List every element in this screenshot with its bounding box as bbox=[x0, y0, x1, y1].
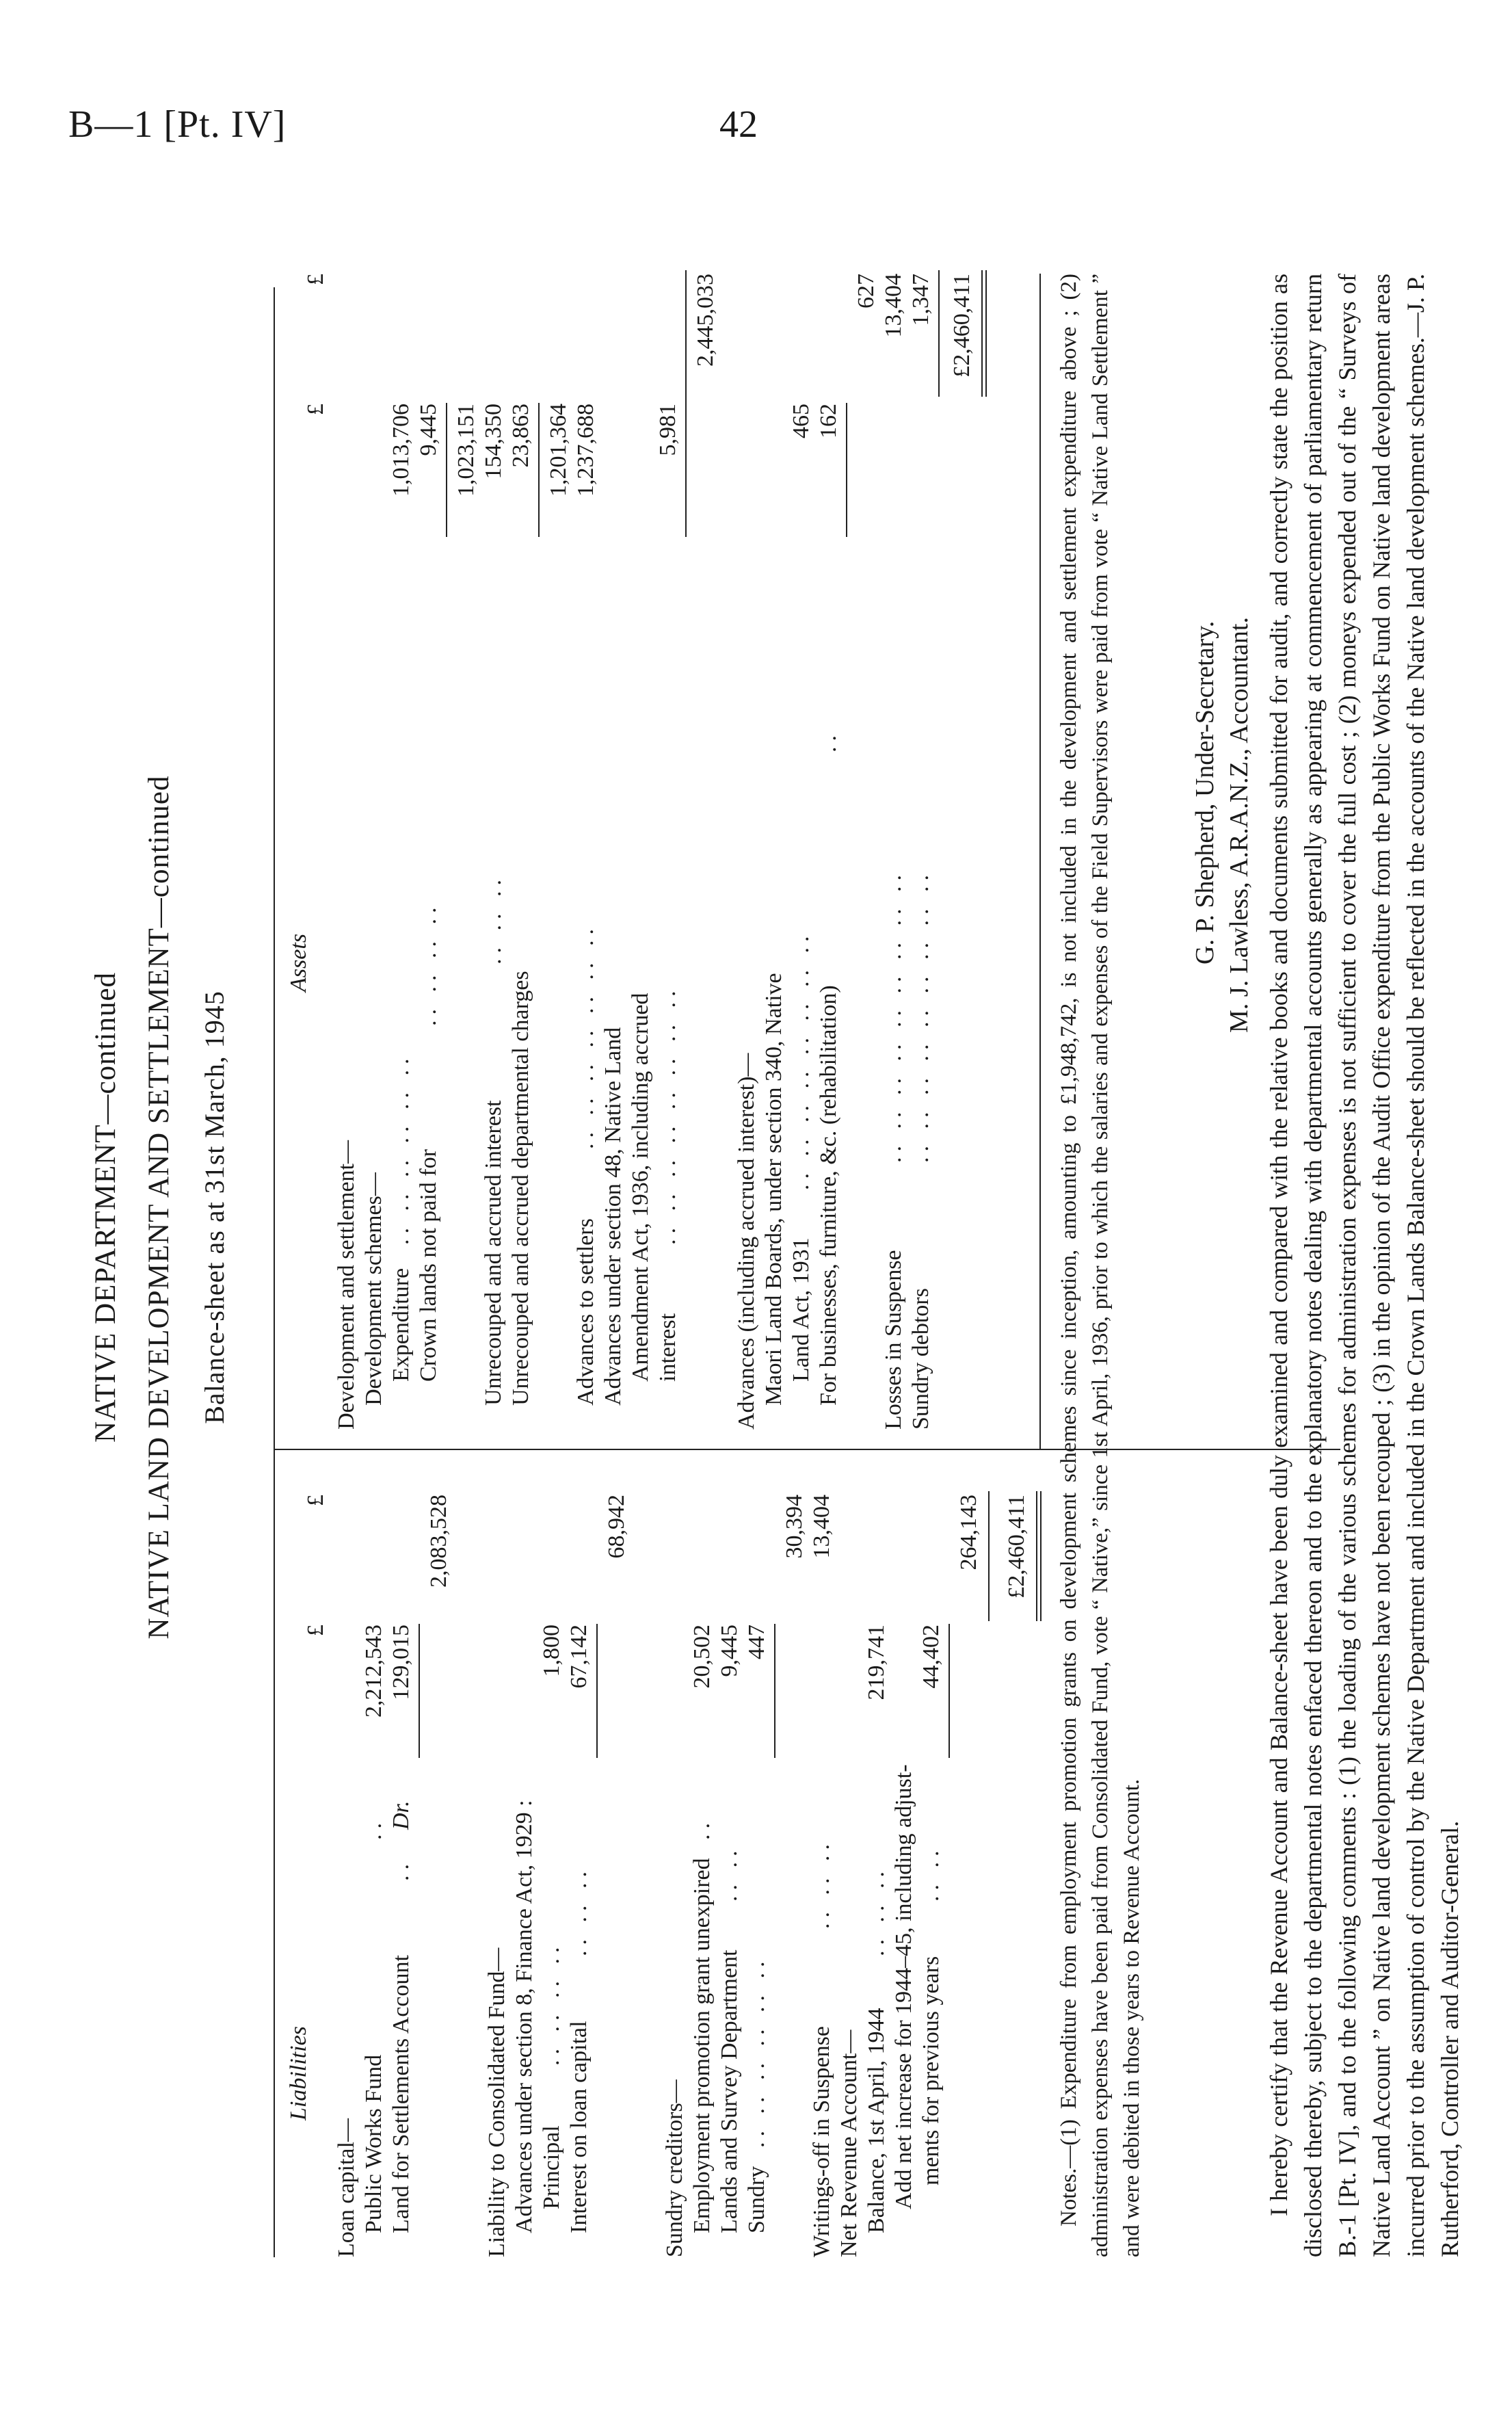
land-settlements-amount: 129,015 bbox=[388, 1625, 414, 1700]
signature-under-secretary: G. P. Shepherd, Under-Secretary. bbox=[1191, 620, 1219, 964]
losses-label: Losses in Suspense bbox=[881, 1250, 906, 1430]
interest-loan-amount: 67,142 bbox=[566, 1625, 592, 1689]
public-works-label: Public Works Fund bbox=[361, 2054, 386, 2233]
signature-accountant: M. J. Lawless, A.R.A.N.Z., Accountant. bbox=[1225, 617, 1254, 1033]
add-net-label-2: ments for previous years bbox=[918, 1956, 944, 2185]
principal-amount: 1,800 bbox=[539, 1625, 564, 1677]
assets-subtotal-2: 1,201,364 bbox=[546, 404, 571, 497]
dev-settlement-total: 2,445,033 bbox=[693, 274, 718, 367]
consolidated-total: 68,942 bbox=[604, 1495, 629, 1559]
liabilities-grand-total: £2,460,411 bbox=[1004, 1495, 1029, 1599]
sundry-label: Sundry bbox=[744, 2166, 769, 2233]
dev-schemes-label: Development schemes— bbox=[361, 1172, 386, 1406]
adv48-label-2: Amendment Act, 1936, including accrued bbox=[628, 993, 653, 1382]
writings-off-label: Writings-off in Suspense bbox=[809, 2026, 834, 2257]
writings-off-amount: 13,404 bbox=[809, 1495, 834, 1559]
sundry-creditors-total: 30,394 bbox=[782, 1495, 807, 1559]
section-title: NATIVE LAND DEVELOPMENT AND SETTLEMENT—continued bbox=[143, 775, 175, 1640]
leader-dots: .. .. bbox=[918, 1845, 944, 1902]
advances-incl-label: Advances (including accrued interest)— bbox=[734, 1053, 759, 1430]
net-revenue-label: Net Revenue Account— bbox=[836, 2029, 862, 2257]
subtotal-rule bbox=[419, 1624, 420, 1758]
subtotal-rule bbox=[774, 1624, 775, 1758]
advances-settlers-amount: 1,237,688 bbox=[573, 404, 598, 497]
subtotal-rule bbox=[846, 403, 847, 537]
balance-label: Balance, 1st April, 1944 bbox=[864, 2008, 889, 2233]
total-rule-bottom-2 bbox=[1040, 1491, 1042, 1621]
subtotal-rule bbox=[446, 403, 447, 537]
total-rule-bottom-1 bbox=[981, 270, 983, 397]
leader-dots: .. .. .. .. bbox=[539, 1941, 564, 2066]
leader-dots: .. .. .. bbox=[566, 1866, 592, 1956]
leader-dots: .. .. .. .. .. .. .. bbox=[573, 923, 598, 1149]
leader-dots: .. .. .. .. .. .. .. .. bbox=[788, 930, 814, 1190]
leader-dots: .. .. bbox=[717, 1845, 742, 1902]
audit-certificate: I hereby certify that the Revenue Account and Balance-sheet have been duly examined and compared with the relative books and documents submitted for audit, and correctly state the position as disclosed thereby, subject to the departmental notes enfaced thereon and to the explanatory notes dealing with departmental accounts generally as appearing at commencement of parliamentary return B.-1 [Pt. IV], and to the following comments : (1) the loading of the various schemes for administration expenses is not sufficient to cover the full cost ; (2) moneys expended out of the “ Surveys of Native Land Account ” on Native land development schemes have not been recouped ; (3) in the opinion of the Audit Office expenditure from the Public Works Fund on Native land development areas incurred prior to the assumption of control by the Native Department and included in the Crown Lands Balance-sheet should be reflected in the accounts of the Native land development schemes.—J. P. Rutherford, Controller and Auditor-General. bbox=[1265, 274, 1463, 2257]
maori-label-1: Maori Land Boards, under section 340, Native bbox=[761, 973, 786, 1406]
notes-paragraph: Notes.—(1) Expenditure from employment promotion grants on development schemes since inception, amounting to £1,948,742, is not included in the development and settlement expenditure above ; (2) administration expenses have been paid from Consolidated Fund, vote “ Native,” since 1st April, 1936, prior to which the salaries and expenses of the Field Supervisors were paid from vote “ Native Land Settlement ” and were debited in those years to Revenue Account. bbox=[1057, 274, 1144, 2257]
rotated-page-content bbox=[68, 130, 1463, 2285]
table-bottom-rule bbox=[1039, 274, 1041, 1450]
report-reference: B—1 [Pt. IV] bbox=[68, 103, 287, 146]
leader-dots: .. .. .. .. .. .. .. .. .. bbox=[881, 869, 906, 1163]
net-revenue-total: 264,143 bbox=[956, 1495, 981, 1571]
total-rule-top bbox=[988, 1491, 990, 1621]
debtors-amount: 1,347 bbox=[908, 274, 933, 326]
leader-dots: .. .. .. bbox=[864, 1866, 889, 1956]
employment-amount: 20,502 bbox=[689, 1625, 715, 1689]
lands-survey-label: Lands and Survey Department bbox=[717, 1949, 742, 2233]
public-works-amount: 2,212,543 bbox=[361, 1625, 386, 1718]
expenditure-amount: 1,013,706 bbox=[388, 404, 414, 497]
loan-capital-label: Loan capital— bbox=[334, 2118, 359, 2257]
leader-dots: .. bbox=[816, 730, 841, 752]
advances-total: 627 bbox=[853, 274, 879, 308]
subtotal-rule bbox=[685, 270, 687, 537]
consolidated-fund-label: Liability to Consolidated Fund— bbox=[484, 1947, 509, 2257]
adv48-label-1: Advances under section 48, Native Land bbox=[600, 1027, 626, 1406]
liabilities-heading: Liabilities bbox=[286, 2026, 311, 2120]
debit-marker: Dr. bbox=[388, 1800, 414, 1830]
table-top-rule bbox=[274, 287, 275, 2257]
crown-lands-amount: 9,445 bbox=[416, 404, 441, 456]
leader-dots: .. .. .. .. .. .. bbox=[388, 1053, 414, 1245]
add-net-amount: 44,402 bbox=[918, 1625, 944, 1689]
assets-currency-2: £ bbox=[303, 274, 328, 285]
column-divider bbox=[274, 1449, 1340, 1450]
maori-label-2: Land Act, 1931 bbox=[788, 1237, 814, 1382]
subtotal-rule bbox=[949, 1624, 950, 1758]
leader-dots: .. .. .. .. .. .. bbox=[744, 1956, 769, 2148]
businesses-amount: 162 bbox=[816, 404, 841, 438]
leader-dots: .. .. .. bbox=[481, 874, 506, 964]
adv48-amount: 5,981 bbox=[655, 404, 680, 456]
liabilities-currency-2: £ bbox=[303, 1495, 328, 1506]
department-title: NATIVE DEPARTMENT—continued bbox=[90, 971, 122, 1443]
leader-dots: .. bbox=[689, 1817, 715, 1840]
leader-dots: .. .. .. bbox=[809, 1839, 834, 1929]
leader-dots: .. .. .. .. .. .. .. .. bbox=[655, 985, 680, 1245]
lands-survey-amount: 9,445 bbox=[717, 1625, 742, 1677]
leader-dots: .. bbox=[388, 1858, 414, 1881]
assets-grand-total: £2,460,411 bbox=[949, 274, 974, 378]
leader-dots: .. bbox=[361, 1817, 386, 1840]
total-rule-top bbox=[938, 270, 940, 397]
add-net-label-1: Add net increase for 1944–45, including adjust- bbox=[891, 1764, 916, 2209]
debtors-label: Sundry debtors bbox=[908, 1288, 933, 1430]
dev-settlement-label: Development and settlement— bbox=[334, 1140, 359, 1430]
page-number: 42 bbox=[719, 103, 758, 146]
balance-amount: 219,741 bbox=[864, 1625, 889, 1700]
advances-settlers-label: Advances to settlers bbox=[573, 1218, 598, 1406]
sundry-creditors-label: Sundry creditors— bbox=[662, 2079, 687, 2257]
subtotal-rule bbox=[538, 403, 540, 537]
businesses-label: For businesses, furniture, &c. (rehabilitation) bbox=[816, 985, 841, 1406]
unrecouped-charges-label: Unrecouped and accrued departmental charges bbox=[508, 971, 533, 1406]
leader-dots: .. .. .. .. .. .. .. .. .. bbox=[908, 869, 933, 1163]
unrecouped-interest-label: Unrecouped and accrued interest bbox=[481, 1100, 506, 1406]
subtotal-rule bbox=[596, 1624, 598, 1758]
unrecouped-interest-amount: 154,350 bbox=[481, 404, 506, 479]
sundry-amount: 447 bbox=[744, 1625, 769, 1659]
advances-section-label: Advances under section 8, Finance Act, 1929 : bbox=[512, 1800, 537, 2233]
crown-lands-label: Crown lands not paid for bbox=[416, 1149, 441, 1382]
expenditure-label: Expenditure bbox=[388, 1267, 414, 1382]
total-rule-bottom-2 bbox=[985, 270, 987, 397]
land-settlements-label: Land for Settlements Account bbox=[388, 1955, 414, 2233]
principal-label: Principal bbox=[539, 2125, 564, 2209]
leader-dots: .. .. .. .. bbox=[416, 902, 441, 1026]
interest-loan-label: Interest on loan capital bbox=[566, 2021, 592, 2233]
assets-subtotal-1: 1,023,151 bbox=[453, 404, 479, 497]
assets-heading: Assets bbox=[286, 934, 311, 992]
maori-amount: 465 bbox=[788, 404, 814, 438]
liabilities-currency-1: £ bbox=[303, 1625, 328, 1636]
employment-label: Employment promotion grant unexpired bbox=[689, 1858, 715, 2233]
balance-sheet-title: Balance-sheet as at 31st March, 1945 bbox=[199, 990, 230, 1424]
total-rule-bottom-1 bbox=[1036, 1491, 1037, 1621]
losses-amount: 13,404 bbox=[881, 274, 906, 338]
unrecouped-charges-amount: 23,863 bbox=[508, 404, 533, 468]
assets-currency-1: £ bbox=[303, 404, 328, 415]
loan-capital-total: 2,083,528 bbox=[426, 1495, 451, 1588]
adv48-label-3: interest bbox=[655, 1313, 680, 1382]
